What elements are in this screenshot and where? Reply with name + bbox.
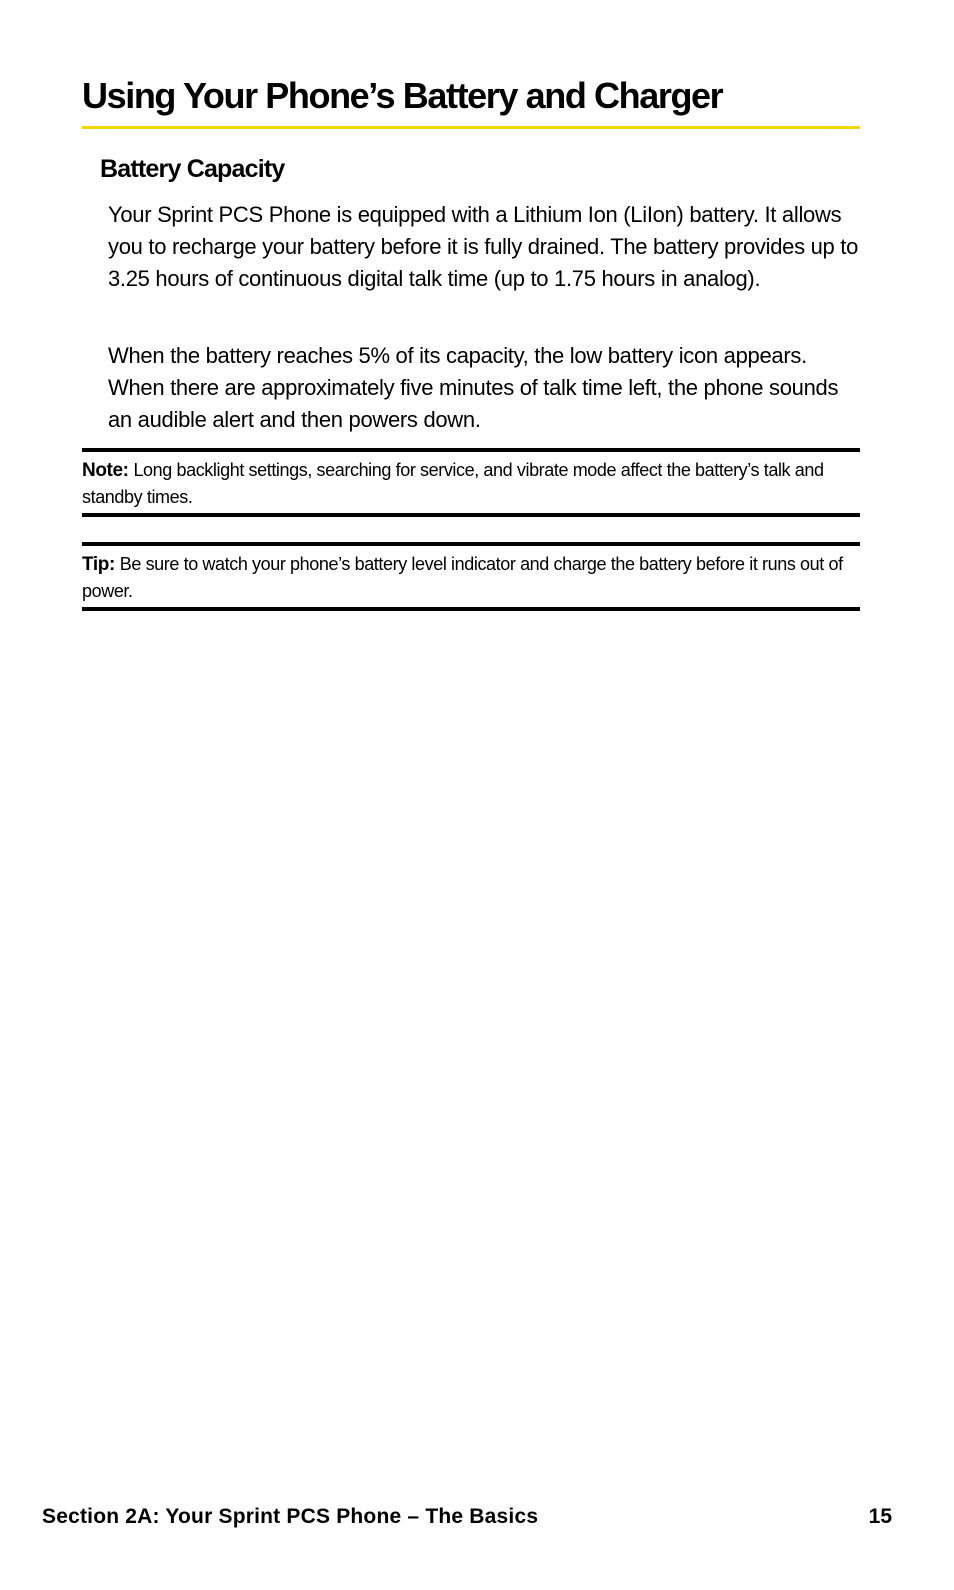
page-title: Using Your Phone’s Battery and Charger [82, 75, 723, 116]
paragraph-battery-type: Your Sprint PCS Phone is equipped with a Lithium Ion (LiIon) battery. It allows you to recharge your battery before it is fully drained. The battery provides up to 3.25 hours of continuous digital talk time (up to 1.75 hours in analog). [108, 202, 859, 291]
note-box [82, 448, 860, 517]
title-underline [82, 126, 860, 129]
note-label: Note: [82, 460, 134, 481]
paragraph-low-battery: When the battery reaches 5% of its capacity, the low battery icon appears. When there are approximately five minutes of talk time left, the phone sounds an audible alert and then powers down. [108, 343, 839, 432]
page-number: 15 [868, 1505, 892, 1528]
section-heading: Battery Capacity [100, 155, 285, 183]
note-text: Long backlight settings, searching for service, and vibrate mode affect the battery’s talk and standby times. [82, 460, 824, 507]
tip-text: Be sure to watch your phone’s battery level indicator and charge the battery before it runs out of power. [82, 554, 843, 601]
tip-box [82, 542, 860, 611]
tip-label: Tip: [82, 554, 120, 575]
footer-section-title: Section 2A: Your Sprint PCS Phone – The Basics [42, 1505, 539, 1528]
